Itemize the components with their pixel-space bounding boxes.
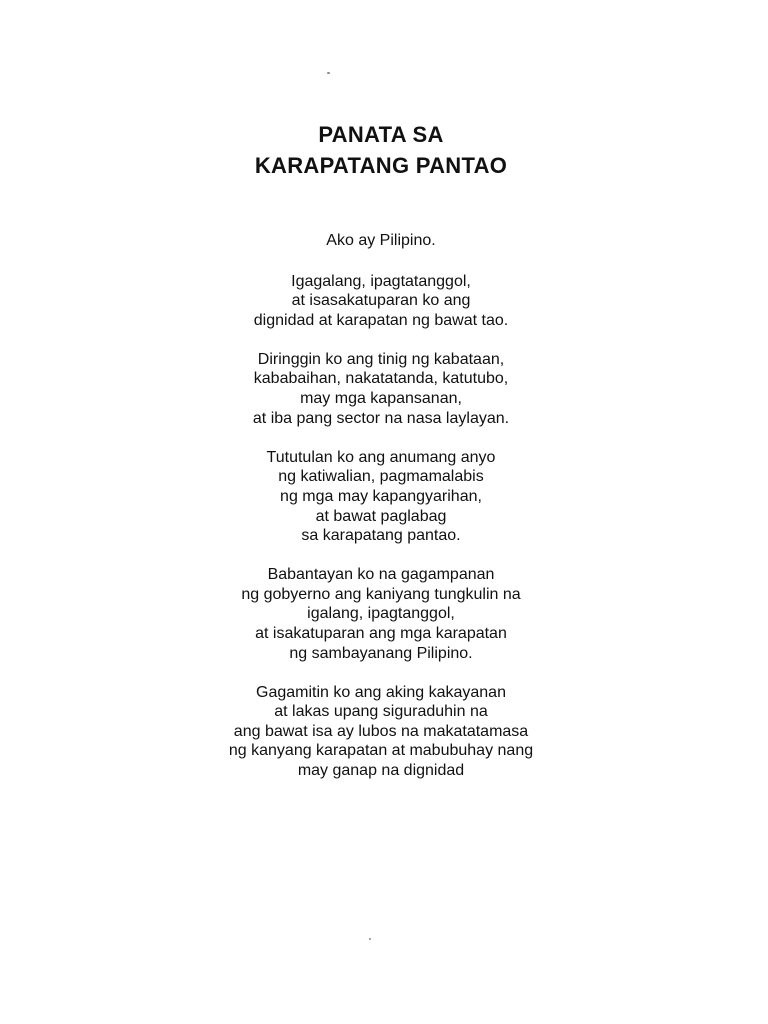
stanza-line: ng kanyang karapatan at mabubuhay nang xyxy=(228,742,534,760)
stanza-line: at lakas upang siguraduhin na xyxy=(274,703,488,721)
stanza-line: ang bawat isa ay lubos na makatatamasa xyxy=(233,722,529,740)
stanza-4 xyxy=(0,565,762,663)
stanza-line: at bawat paglabag xyxy=(315,507,447,525)
stanza-line: Gagamitin ko ang aking kakayanan xyxy=(256,683,506,701)
stanza-line: igalang, ipagtanggol, xyxy=(307,605,455,623)
stanza-line: Babantayan ko na gagampanan xyxy=(267,566,495,584)
stanza-line: ng mga may kapangyarihan, xyxy=(280,487,482,505)
stanza-line: ng gobyerno ang kaniyang tungkulin na xyxy=(241,585,521,603)
scan-speck xyxy=(327,72,330,74)
stanza-line: ng sambayanang Pilipino. xyxy=(289,644,473,662)
title-line-2: KARAPATANG PANTAO xyxy=(254,153,508,178)
document-title xyxy=(0,119,762,181)
stanza-line: Tututulan ko ang anumang anyo xyxy=(266,448,496,466)
opening-line: Ako ay Pilipino. xyxy=(326,232,436,249)
stanza-line: Diringgin ko ang tinig ng kabataan, xyxy=(257,350,505,368)
stanza-line: kababaihan, nakatatanda, katutubo, xyxy=(253,370,509,388)
stanza-line: may ganap na dignidad xyxy=(297,762,465,780)
pledge-text xyxy=(0,231,762,800)
stanza-line: at iba pang sector na nasa laylayan. xyxy=(252,409,510,427)
stanza-line: Igagalang, ipagtatanggol, xyxy=(291,272,471,290)
stanza-2 xyxy=(0,350,762,428)
stanza-5 xyxy=(0,683,762,781)
title-line-1: PANATA SA xyxy=(318,122,444,147)
stanza-3 xyxy=(0,448,762,546)
stanza-line: at isasakatuparan ko ang xyxy=(291,292,471,310)
stanza-line: sa karapatang pantao. xyxy=(301,527,461,545)
stanza-line: may mga kapansanan, xyxy=(300,390,462,408)
stanza-line: dignidad at karapatan ng bawat tao. xyxy=(253,311,509,329)
stanza-line: at isakatuparan ang mga karapatan xyxy=(255,625,507,642)
stanza-line: ng katiwalian, pagmamalabis xyxy=(278,468,484,486)
scan-speck xyxy=(369,938,371,940)
stanza-1 xyxy=(0,272,762,331)
